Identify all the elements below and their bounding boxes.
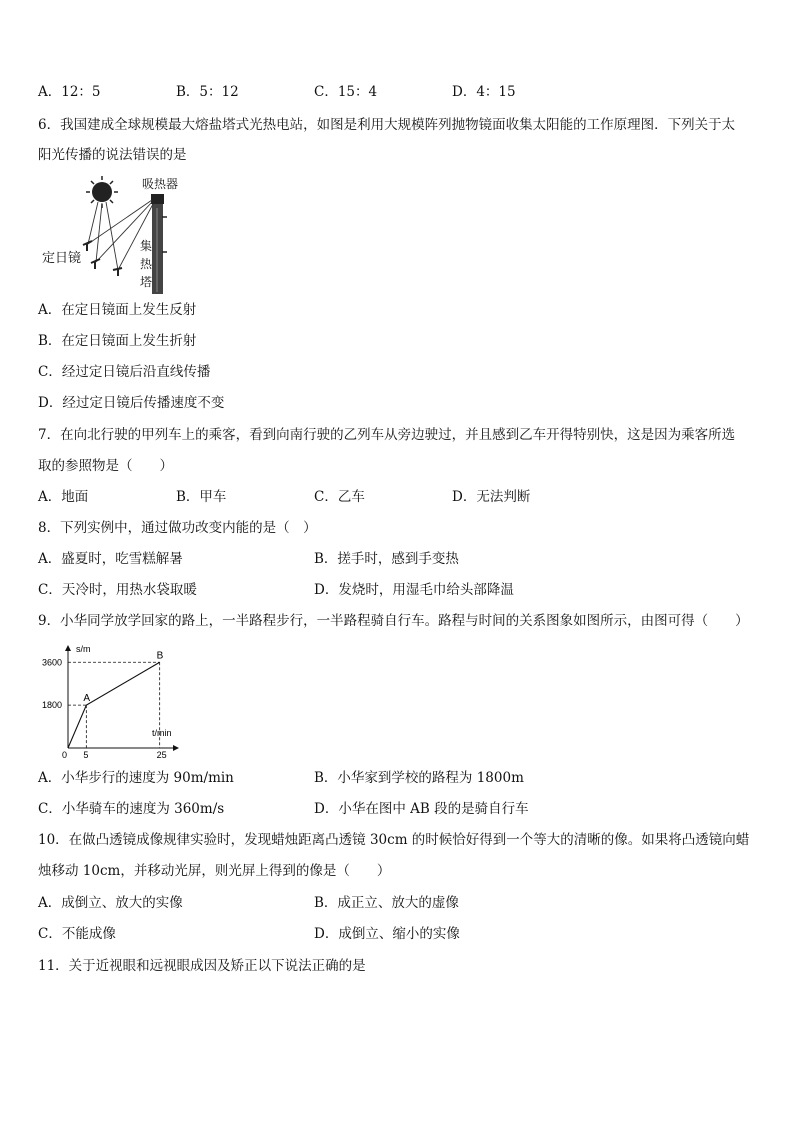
x-tick-label: 25 [156,750,167,760]
q9-option-b: B．小华家到学校的路程为 1800m [314,770,524,786]
q6-option-d: D．经过定日镜后传播速度不变 [38,395,225,411]
q8-stem: 8．下列实例中，通过做功改变内能的是（ ） [38,520,317,536]
tower-icon [151,194,167,294]
label-tower-1: 集 [140,239,153,253]
label-tower-3: 塔 [140,275,153,289]
distance-time-chart [38,642,188,760]
q5-option-c: C．15：4 [314,84,378,100]
point-label-a: A [83,693,91,705]
q6-option-a: A．在定日镜面上发生反射 [38,302,197,318]
q9-option-d: D．小华在图中 AB 段的是骑自行车 [314,801,529,817]
q9-stem: 9．小华同学放学回家的路上，一半路程步行，一半路程骑自行车。路程与时间的关系图象如图所示，由图可得（ ） [38,613,749,629]
q5-option-b: B．5：12 [176,84,239,100]
solar-tower-diagram [40,172,200,297]
q8-option-a: A．盛夏时，吃雪糕解暑 [38,551,183,567]
q6-option-b: B．在定日镜面上发生折射 [38,333,197,349]
q10-stem-line1: 10．在做凸透镜成像规律实验时，发现蜡烛距离凸透镜 30cm 的时候恰好得到一个等大的清晰的像。如果将凸透镜向蜡 [38,832,750,848]
label-heliostat: 定日镜 [42,250,82,265]
q10-option-b: B．成正立、放大的虚像 [314,895,459,911]
q10-option-c: C．不能成像 [38,926,116,942]
q9-option-c: C．小华骑车的速度为 360m/s [38,801,225,817]
q6-option-c: C．经过定日镜后沿直线传播 [38,364,211,380]
q7-option-b: B．甲车 [176,489,227,505]
q7-option-d: D．无法判断 [452,489,531,505]
q7-option-c: C．乙车 [314,489,365,505]
x-axis-label: t/min [152,728,172,738]
q10-stem-line2: 烛移动 10cm，并移动光屏，则光屏上得到的像是（ ） [38,863,391,879]
q5-option-a: A．12：5 [38,84,101,100]
y-axis-label: s/m [76,644,91,654]
y-tick-label: 1800 [42,700,63,711]
q9-option-a: A．小华步行的速度为 90m/min [38,770,234,786]
q5-option-d: D．4：15 [452,84,516,100]
q7-stem-line1: 7．在向北行驶的甲列车上的乘客，看到向南行驶的乙列车从旁边驶过，并且感到乙车开得特别快，这是因为乘客所选 [38,427,736,443]
q7-option-a: A．地面 [38,489,89,505]
q8-option-c: C．天冷时，用热水袋取暖 [38,582,197,598]
q11-stem: 11．关于近视眼和远视眼成因及矫正以下说法正确的是 [38,958,366,974]
series-line [68,662,160,748]
q8-option-d: D．发烧时，用湿毛巾给头部降温 [314,582,514,598]
y-tick-label: 3600 [42,657,63,668]
point-label-b: B [156,650,164,662]
x-tick-label: 5 [83,750,89,760]
label-tower-2: 热 [140,257,153,271]
q10-option-a: A．成倒立、放大的实像 [38,895,183,911]
q10-option-d: D．成倒立、缩小的实像 [314,926,460,942]
q7-stem-line2: 取的参照物是（ ） [38,458,173,474]
q6-stem-line1: 6．我国建成全球规模最大熔盐塔式光热电站，如图是利用大规模阵列抛物镜面收集太阳能的工作原理图．下列关于太 [38,117,736,133]
distance-time-svg [38,642,188,760]
solar-tower-figure [40,172,200,297]
label-absorber: 吸热器 [142,177,179,191]
x-tick-label: 0 [62,750,68,760]
q6-stem-line2: 阳光传播的说法错误的是 [38,147,187,163]
q8-option-b: B．搓手时，感到手变热 [314,551,459,567]
